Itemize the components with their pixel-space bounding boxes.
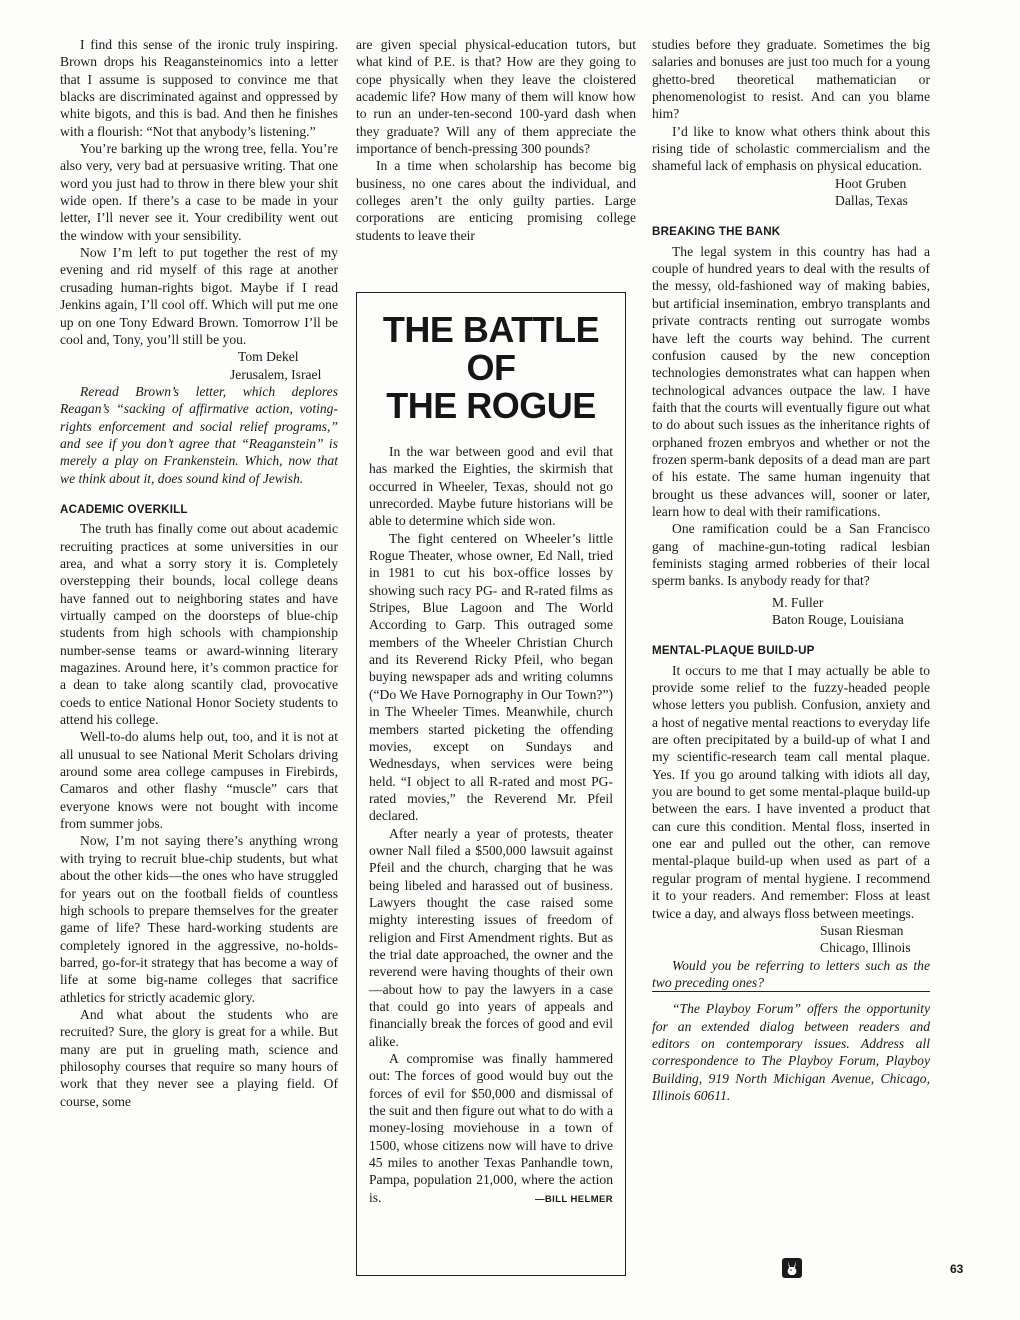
article-text: A compromise was finally hammered out: The forces of good would buy out the forces of evil for $50,000 and dismissal of the suit and then figure out what to do with a money-losing moviehouse in a town of 1500, whose citizens now will have to drive 45 miles to another Texas Panhandle town, Pampa, population 21,000, where the action is. (369, 1051, 613, 1205)
column-1 (60, 36, 338, 1110)
playboy-bunny-icon (782, 1258, 802, 1278)
article-title (369, 311, 613, 425)
article-paragraph: After nearly a year of protests, theater owner Nall filed a $500,000 lawsuit against Pfeil and the church, charging that he was being libeled and harassed out of business. Lawyers thought the case raised some mighty interesting issues of freedom of religion and First Amendment rights. But as the trial date approached, the owner and the reverend were having thoughts of their own—about how to pay the lawyers in a case that could go into years of appeals and financially break the forces of good and evil alike. (369, 825, 613, 1049)
letter-signature (652, 922, 930, 957)
section-heading: BREAKING THE BANK (652, 225, 781, 239)
editor-note: Would you be referring to letters such as the two preceding ones? (652, 957, 930, 990)
letter-paragraph: studies before they graduate. Sometimes the big salaries and bonuses are just too much for a young ghetto-bred theoretical mathematician or phenomenologist to resist. And can you blame him? (652, 37, 930, 122)
title-line: THE ROGUE (386, 385, 596, 426)
editor-note: Reread Brown’s letter, which deplores Reagan’s “sacking of affirmative action, voting-rights enforcement and social relief programs,” and see if you don’t agree that “Reaganstein” is merely a play on Frankenstein. Which, now that we think about it, does sound kind of Jewish. (60, 383, 338, 486)
article-paragraph: The fight centered on Wheeler’s little Rogue Theater, whose owner, Ed Nall, tried in 1981 to cut his box-office losses by showing such racy PG- and R-rated films as Stripes, Blue Lagoon and The World According to Garp. This outraged some members of the Wheeler Christian Church and its Reverend Ricky Pfeil, who began buying newspaper ads and writing columns (“Do We Have Pornography in Our Town?”) in The Wheeler Times. Meanwhile, church members started picketing the offending movies, except on Sundays and Wednesdays, when services were being held. “I object to all R-rated and most PG-rated movies,” the Reverend Mr. Pfeil declared. (369, 530, 613, 824)
signature-name: Tom Dekel (238, 349, 299, 365)
signature-name: Hoot Gruben (835, 175, 907, 191)
letter-paragraph: I’d like to know what others think about this rising tide of scholastic commercialism and the shameful lack of emphasis on physical education. (652, 123, 930, 174)
letter-paragraph: It occurs to me that I may actually be able to provide some relief to the fuzzy-headed people whose letters you publish. Confusion, anxiety and a host of negative mental reactions to everyday life are often precipitated by a build-up of what I and my scientific-research team call mental plaque. Yes. If you go around talking with idiots all day, you are bound to get some mental-plaque build-up between the ears. I have invented a product that can cure this condition. Mental floss, inserted in one ear and pulled out the other, can remove mental-plaque build-up when used as part of a regular program of mental hygiene. I recommend it to your readers. And remember: Floss at least twice a day, and always floss between meetings. (652, 662, 930, 921)
forum-notice: “The Playboy Forum” offers the opportunity for an extended dialog between readers and editors on contemporary issues. Address all correspondence to The Playboy Forum, Playboy Building, 919 North Michigan Avenue, Chicago, Illinois 60611. (652, 991, 930, 1104)
letter-paragraph: I find this sense of the ironic truly inspiring. Brown drops his Reagansteinomics into a letter that I assume is supposed to convince me that blacks are discriminated against and oppressed by white bigots, and this is bad. And then he finishes with a flourish: “Not that anybody’s listening.” (60, 37, 338, 139)
letter-signature (652, 594, 930, 629)
signature-place: Jerusalem, Israel (230, 366, 322, 382)
letter-paragraph: In a time when scholarship has become big business, no one cares about the individual, and colleges aren’t the only guilty parties. Large corporations are enticing promising college students to leave their (356, 158, 636, 243)
letter-paragraph: The legal system in this country has had a couple of hundred years to deal with the results of the messy, old-fashioned way of making babies, but artificial insemination, embryo transplants and private contracts renting out surrogate wombs have left the courts way behind. The current confusion caused by the new conception technologies demonstrates what can happen when technological advances outpace the law. I have faith that the courts will eventually figure out what to do about such issues as the inheritance rights of orphaned frozen embryos and whether or not the frozen sperm-bank deposits of a dead man are part of his estate. The same human ingenuity that brought us these advances will, sooner or later, learn how to deal with their ramifications. (652, 243, 930, 519)
letter-paragraph: Now I’m left to put together the rest of my evening and rid myself of this rage at another crusading human-rights bigot. Maybe if I read Jenkins again, I’ll cool off. Which will put me one up on one Tony Edward Brown. Tomorrow I’ll be cool and, Tony, you’ll still be you. (60, 245, 338, 347)
column-3 (652, 36, 930, 1104)
page-number: 63 (950, 1262, 964, 1276)
signature-name: M. Fuller (772, 594, 824, 610)
letter-paragraph: Well-to-do alums help out, too, and it is not at all unusual to see National Merit Scholars driving around some area college campuses in Firebirds, Camaros and other flashy “muscle” cars that everyone knows were not bought with income from summer jobs. (60, 729, 338, 832)
letter-paragraph: One ramification could be a San Francisco gang of machine-gun-toting radical lesbian feminists staging armed robberies of their local sperm banks. Is anybody ready for that? (652, 521, 930, 589)
letter-signature (652, 175, 930, 210)
letter-paragraph: And what about the students who are recruited? Sure, the glory is great for a while. But many are put in grueling math, science and philosophy courses that require so many hours of work that they never see a playing field. Of course, some (60, 1006, 338, 1109)
signature-place: Chicago, Illinois (820, 940, 911, 956)
title-line: OF (466, 347, 516, 388)
column-2 (356, 36, 636, 244)
letter-paragraph: are given special physical-education tutors, but what kind of P.E. is that? How are they going to cope physically when they leave the cloistered academic life? How many of them will know how to run an under-ten-second 100-yard dash when they graduate? Will any of them appreciate the importance of bench-pressing 300 pounds? (356, 37, 636, 157)
signature-name: Susan Riesman (820, 922, 904, 938)
letter-paragraph: You’re barking up the wrong tree, fella. You’re also very, very bad at persuasive writing. That one word you just had to throw in there blew your shit wide open. If there’s a case to be made in your letter, I’ll never see it. Your credibility went out the window with your sensibility. (60, 141, 338, 243)
article-paragraph: In the war between good and evil that has marked the Eighties, the skirmish that occurred in Wheeler, Texas, should not go unrecorded. Maybe future historians will be able to determine which side won. (369, 444, 613, 529)
letter-signature (60, 348, 338, 383)
signature-place: Baton Rouge, Louisiana (772, 612, 904, 627)
letter-paragraph: Now, I’m not saying there’s anything wrong with trying to recruit blue-chip students, but what about the other kids—the ones who have struggled for years out on the football fields of countless high schools to prepare themselves for the greater game of life? These hard-working students are completely ignored in the aggressive, no-holds-barred, go-for-it strategy that has become a way of life at some big-name colleges that sacrifice athletics for strictly academic glory. (60, 833, 338, 1005)
title-line: THE BATTLE (382, 309, 600, 350)
article-byline: —BILL HELMER (535, 1193, 613, 1205)
section-heading: ACADEMIC OVERKILL (60, 502, 188, 516)
article-paragraph (369, 1050, 613, 1206)
section-heading: MENTAL-PLAQUE BUILD-UP (652, 644, 815, 658)
signature-place: Dallas, Texas (835, 193, 908, 209)
sidebar-article-box (356, 292, 626, 1276)
letter-paragraph: The truth has finally come out about academic recruiting practices at some universities in our area, and what a sorry story it is. Completely overstepping their bounds, local college deans have fanned out to neighboring states and have virtually camped on the doorsteps of blue-chip students from high schools with championship number-sense teams or award-winning literary magazines. Around here, it’s common practice for a dean to take along scantily clad, provocative coeds to entice National Honor Society students to attend his college. (60, 521, 338, 728)
